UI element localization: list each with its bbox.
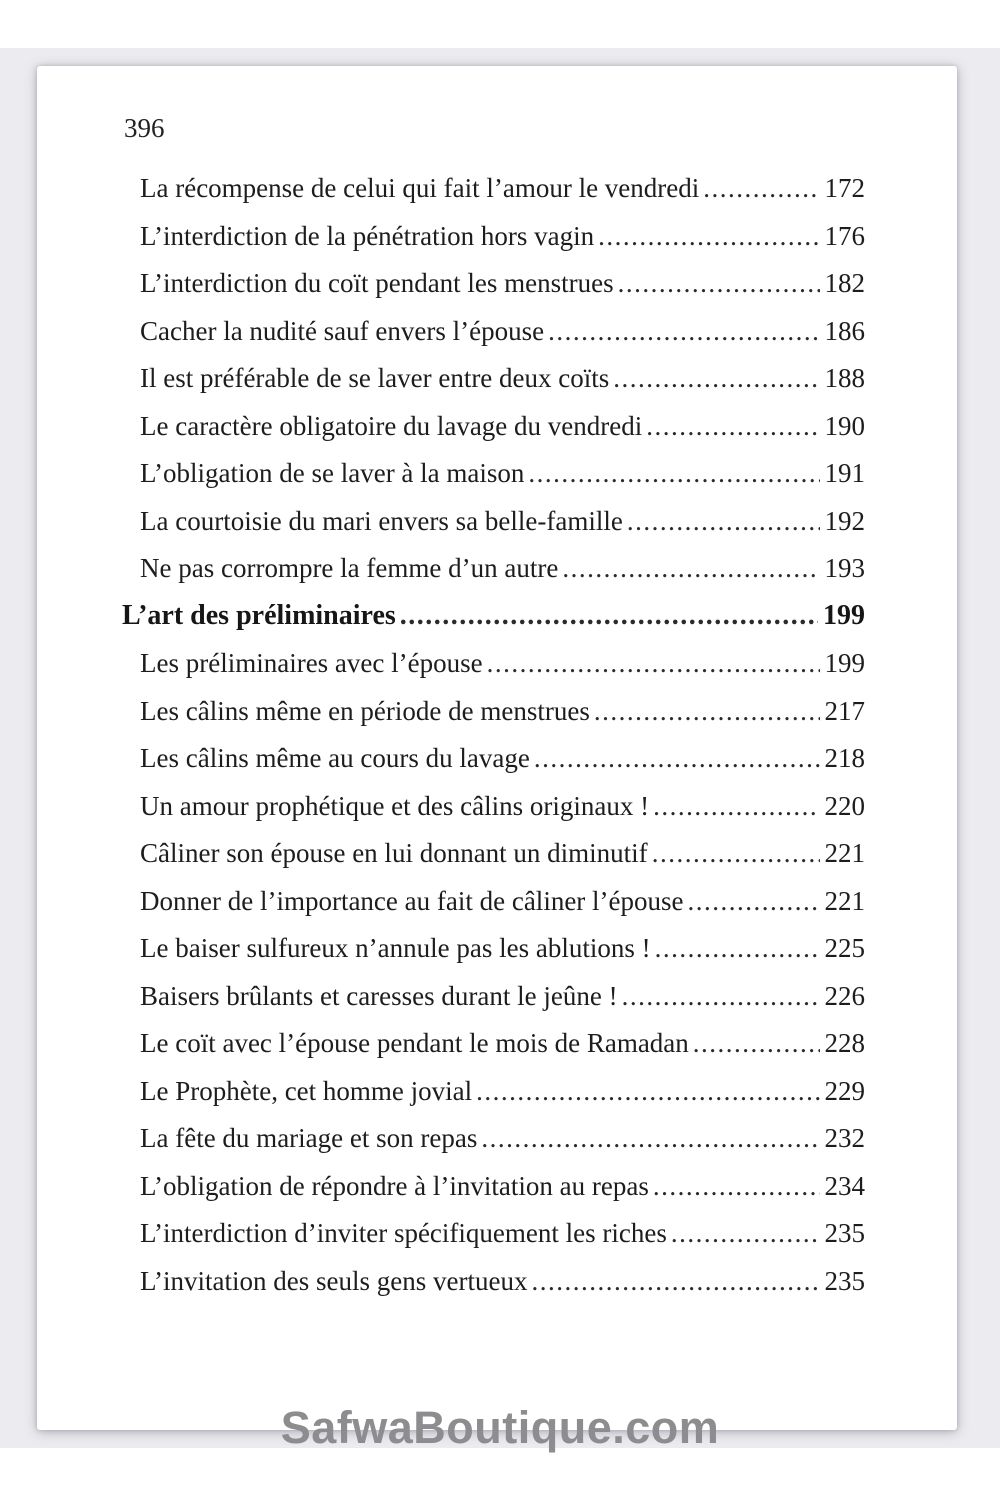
toc-entry <box>122 1169 865 1203</box>
toc-entry <box>122 456 865 490</box>
toc-entry-page: 193 <box>824 553 865 583</box>
toc-entry-title: Câliner son épouse en lui donnant un diminutif <box>140 838 648 868</box>
toc-entry-page: 220 <box>824 790 865 821</box>
toc-entry-title: Baisers brûlants et caresses durant le jeûne ! <box>140 980 618 1011</box>
toc-entry-page: 228 <box>824 1028 865 1058</box>
toc-entry-title: Ne pas corrompre la femme d’un autre <box>140 553 559 583</box>
toc-entry-title: Le baiser sulfureux n’annule pas les ablutions ! <box>140 933 651 963</box>
toc-entry <box>122 219 865 253</box>
toc-entry <box>122 551 865 585</box>
toc-leader-dots <box>688 884 820 918</box>
toc-list <box>122 171 865 1298</box>
toc-entry <box>122 314 865 348</box>
toc-leader-dots <box>481 1121 819 1155</box>
toc-entry <box>122 836 865 870</box>
toc-leader-dots <box>400 599 818 633</box>
toc-entry-title: Le caractère obligatoire du lavage du vendredi <box>140 410 643 441</box>
toc-leader-dots <box>646 409 819 443</box>
toc-entry-page: 199 <box>824 648 865 678</box>
toc-leader-dots <box>653 1169 820 1203</box>
toc-entry-title: L’obligation de se laver à la maison <box>140 458 525 488</box>
toc-entry <box>122 1026 865 1060</box>
toc-leader-dots <box>531 1264 819 1298</box>
toc-entry-title: Les câlins même au cours du lavage <box>140 743 530 773</box>
toc-entry-page: 225 <box>824 933 865 963</box>
toc-leader-dots <box>548 314 819 348</box>
toc-entry <box>122 361 865 395</box>
toc-entry <box>122 266 865 300</box>
toc-entry-page: 172 <box>824 173 865 203</box>
toc-entry-page: 176 <box>824 220 865 251</box>
toc-entry-title: La courtoisie du mari envers sa belle-famille <box>140 505 623 536</box>
toc-entry-page: 221 <box>824 838 865 868</box>
toc-entry-title: Donner de l’importance au fait de câliner l’épouse <box>140 885 684 916</box>
toc-entry-title: La récompense de celui qui fait l’amour le vendredi <box>140 173 700 203</box>
toc-leader-dots <box>613 361 819 395</box>
toc-entry-page: 186 <box>824 315 865 346</box>
book-page <box>37 66 957 1430</box>
toc-entry-page: 191 <box>824 458 865 488</box>
toc-entry-title: Les câlins même en période de menstrues <box>140 695 590 726</box>
toc-leader-dots <box>487 646 820 680</box>
toc-entry <box>122 409 865 443</box>
toc-leader-dots <box>594 694 820 728</box>
toc-entry-page: 232 <box>824 1123 865 1153</box>
toc-entry-page: 188 <box>824 363 865 393</box>
watermark-text: SafwaBoutique.com <box>280 1402 720 1453</box>
toc-leader-dots <box>703 171 819 205</box>
toc-leader-dots <box>652 836 820 870</box>
toc-entry <box>122 599 865 633</box>
toc-entry-title: L’art des préliminaires <box>122 599 396 631</box>
toc-entry <box>122 979 865 1013</box>
toc-leader-dots <box>622 979 820 1013</box>
toc-entry-title: Cacher la nudité sauf envers l’épouse <box>140 315 545 346</box>
toc-entry-page: 234 <box>824 1170 865 1201</box>
toc-entry <box>122 171 865 205</box>
toc-leader-dots <box>562 551 819 585</box>
toc-leader-dots <box>528 456 819 490</box>
toc-entry-title: Le Prophète, cet homme jovial <box>140 1075 473 1106</box>
toc-entry-title: L’interdiction du coït pendant les menstrues <box>140 268 614 298</box>
toc-entry-title: Il est préférable de se laver entre deux coïts <box>140 363 610 393</box>
toc-entry <box>122 1074 865 1108</box>
toc-entry-title: Le coït avec l’épouse pendant le mois de Ramadan <box>140 1028 689 1058</box>
toc-entry-page: 229 <box>824 1075 865 1106</box>
toc-entry-title: L’interdiction de la pénétration hors vagin <box>140 220 595 251</box>
toc-entry <box>122 1264 865 1298</box>
toc-entry-page: 182 <box>824 268 865 298</box>
toc-entry <box>122 789 865 823</box>
toc-entry <box>122 741 865 775</box>
toc-leader-dots <box>618 266 820 300</box>
toc-entry <box>122 1216 865 1250</box>
toc-leader-dots <box>693 1026 820 1060</box>
toc-entry-title: La fête du mariage et son repas <box>140 1123 478 1153</box>
toc-entry-page: 235 <box>824 1218 865 1248</box>
toc-entry-title: Un amour prophétique et des câlins originaux ! <box>140 790 650 821</box>
toc-leader-dots <box>671 1216 820 1250</box>
toc-entry-page: 217 <box>824 695 865 726</box>
toc-entry <box>122 504 865 538</box>
toc-entry-title: Les préliminaires avec l’épouse <box>140 648 483 678</box>
toc-entry <box>122 931 865 965</box>
toc-entry-page: 218 <box>824 743 865 773</box>
toc-entry-page: 226 <box>824 980 865 1011</box>
toc-entry-page: 199 <box>823 599 865 631</box>
toc-leader-dots <box>476 1074 819 1108</box>
toc-entry-page: 221 <box>824 885 865 916</box>
toc-entry-title: L’interdiction d’inviter spécifiquement les riches <box>140 1218 667 1248</box>
toc-leader-dots <box>653 789 819 823</box>
toc-entry-title: L’obligation de répondre à l’invitation au repas <box>140 1170 649 1201</box>
toc-leader-dots <box>627 504 820 538</box>
toc-entry-page: 190 <box>824 410 865 441</box>
toc-leader-dots <box>598 219 819 253</box>
toc-leader-dots <box>655 931 820 965</box>
toc-entry <box>122 884 865 918</box>
toc-entry-page: 235 <box>824 1265 865 1296</box>
toc-entry-page: 192 <box>824 505 865 536</box>
toc-entry <box>122 1121 865 1155</box>
toc-leader-dots <box>534 741 820 775</box>
toc-entry-title: L’invitation des seuls gens vertueux <box>140 1265 528 1296</box>
toc-entry <box>122 694 865 728</box>
toc-entry <box>122 646 865 680</box>
page-number: 396 <box>124 113 165 143</box>
